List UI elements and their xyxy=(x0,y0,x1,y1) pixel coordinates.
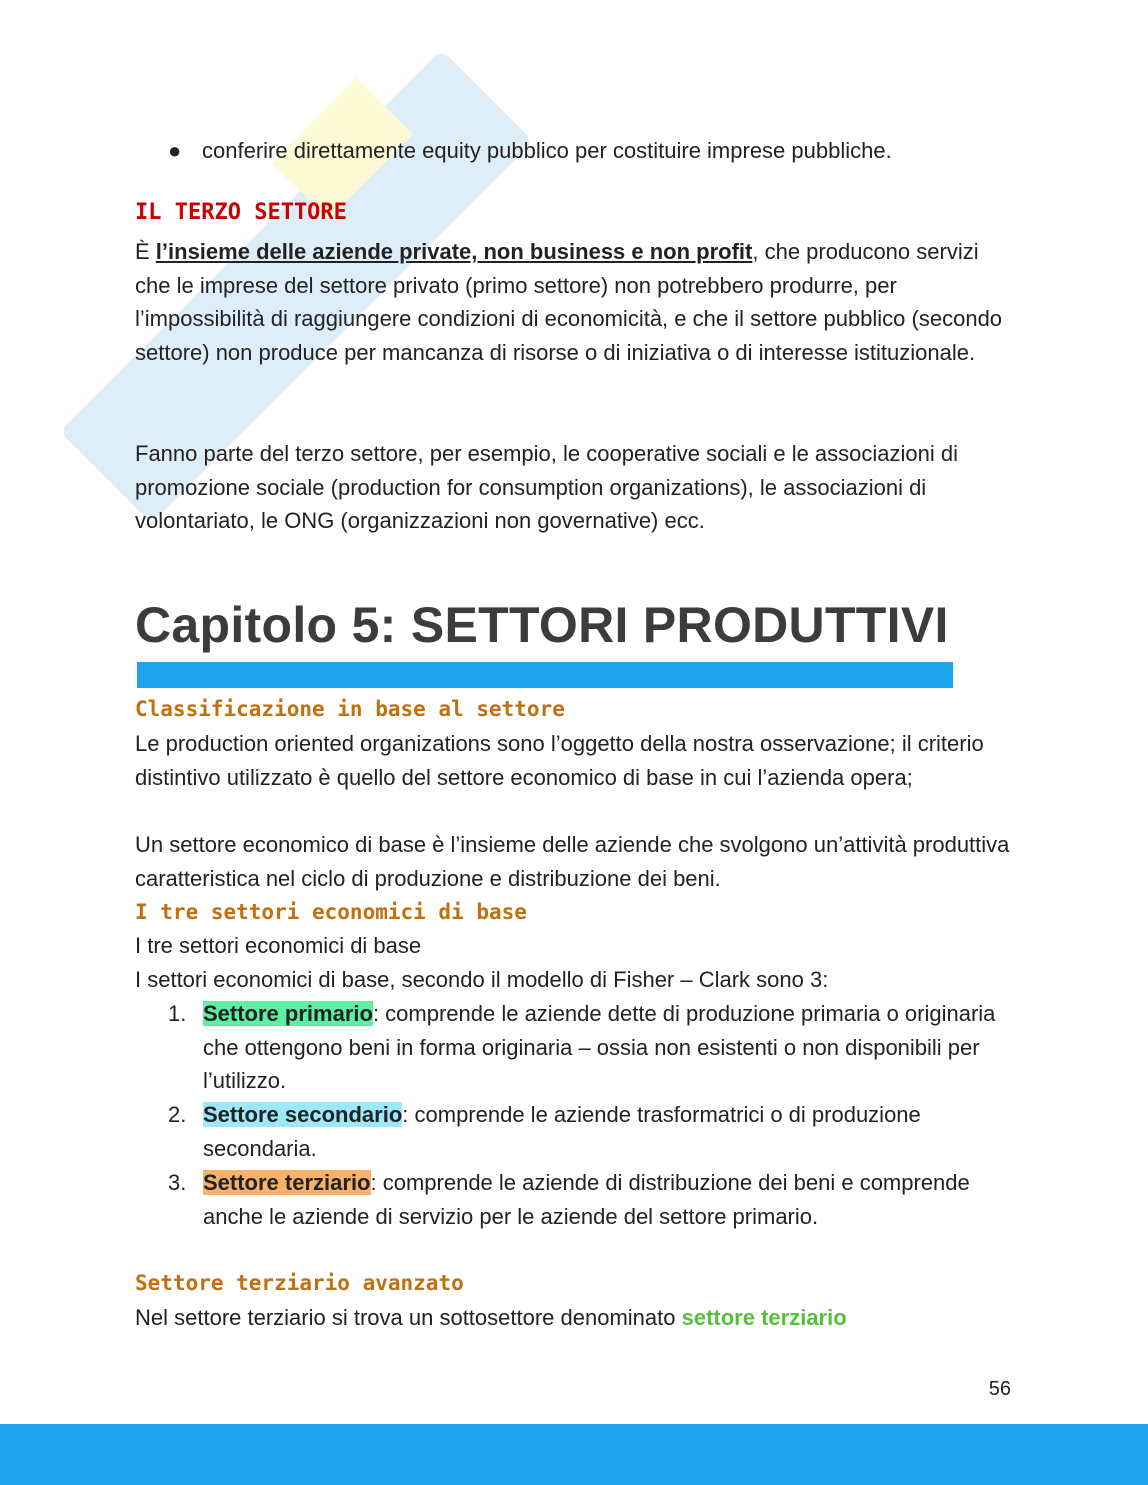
paragraph-classificazione-2: Un settore economico di base è l’insieme delle aziende che svolgono un’attività produttiva caratteristica nel ciclo di produzione e distribuzione dei beni. xyxy=(135,832,1010,891)
bullet-dot-icon: ● xyxy=(168,138,182,163)
term-settore-terziario: Settore terziario xyxy=(203,1170,371,1195)
list-item xyxy=(168,997,1018,1098)
terziario-avanzato-text: Nel settore terziario si trova un sottosettore denominato xyxy=(135,1305,682,1330)
paragraph-classificazione-1: Le production oriented organizations sono l’oggetto della nostra osservazione; il criterio distintivo utilizzato è quello del settore economico di base in cui l’azienda opera; xyxy=(135,731,984,790)
tre-settori-line-1: I tre settori economici di base xyxy=(135,933,422,958)
section-heading-terziario-avanzato: Settore terziario avanzato xyxy=(135,1271,464,1295)
list-item-text: : comprende le aziende dette di produzione primaria o originaria che ottengono beni in forma originaria – ossia non esistenti o non disponibili per l’utilizzo. xyxy=(203,1001,996,1093)
term-settore-primario: Settore primario xyxy=(203,1001,373,1026)
list-item-number: 2. xyxy=(168,1102,187,1127)
paragraph-terziario-avanzato xyxy=(135,1301,1016,1335)
list-item-text: : comprende le aziende trasformatrici o di produzione secondaria. xyxy=(203,1102,921,1161)
chapter-title: Capitolo 5: SETTORI PRODUTTIVI xyxy=(135,597,949,653)
list-item-number: 3. xyxy=(168,1170,187,1195)
term-settore-secondario: Settore secondario xyxy=(203,1102,403,1127)
paragraph-terzo-settore-definition xyxy=(135,235,1016,369)
list-item-text: : comprende le aziende di distribuzione dei beni e comprende anche le aziende di servizio per le aziende del settore primario. xyxy=(203,1170,970,1229)
section-heading-classificazione: Classificazione in base al settore xyxy=(135,697,565,721)
page-number: 56 xyxy=(988,1378,1011,1400)
section-heading-terzo-settore: IL TERZO SETTORE xyxy=(135,200,347,225)
chapter-underline-bar xyxy=(137,662,953,688)
list-item-number: 1. xyxy=(168,1001,187,1026)
bullet-text: conferire direttamente equity pubblico per costituire imprese pubbliche. xyxy=(202,138,892,163)
section-heading-tre-settori: I tre settori economici di base xyxy=(135,900,527,924)
bullet-item xyxy=(168,134,892,168)
terziario-avanzato-highlight: settore terziario xyxy=(681,1305,847,1330)
definition-rest: , che producono servizi che le imprese del settore privato (primo settore) non potrebbero produrre, per l’impossibilità di raggiungere condizioni di economicità, e che il settore pubblico (secondo settore) non produce per mancanza di risorse o di iniziativa o di interesse istituzionale. xyxy=(135,239,1003,365)
paragraph-terzo-settore-examples: Fanno parte del terzo settore, per esempio, le cooperative sociali e le associazioni di promozione sociale (production for consumption organizations), le associazioni di volontariato, le ONG (organizzazioni non governative) ecc. xyxy=(135,441,959,533)
list-item xyxy=(168,1098,1018,1165)
list-item xyxy=(168,1166,1018,1233)
footer-bar xyxy=(0,1424,1148,1485)
definition-prefix: È xyxy=(135,239,156,264)
definition-emphasis: l’insieme delle aziende private, non business e non profit xyxy=(155,239,753,264)
tre-settori-line-2: I settori economici di base, secondo il modello di Fisher – Clark sono 3: xyxy=(135,967,829,992)
